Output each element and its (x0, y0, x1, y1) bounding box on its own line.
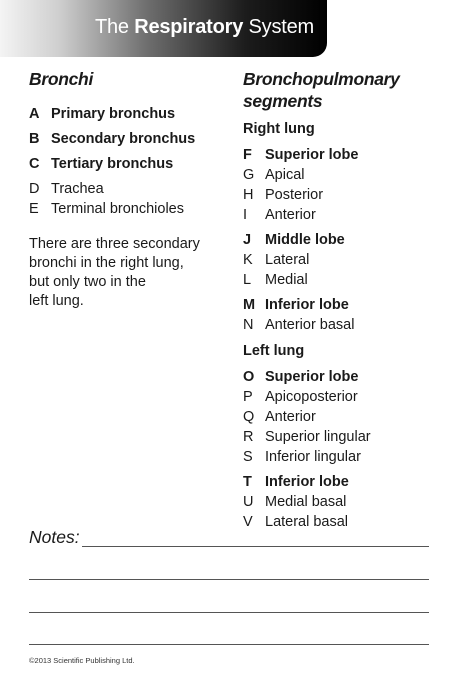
segments-section (243, 68, 443, 532)
note-line: left lung. (29, 293, 84, 309)
item-label: Terminal bronchioles (51, 201, 184, 217)
item-label: Secondary bronchus (51, 131, 196, 147)
item-letter: B (29, 131, 40, 147)
list-item (243, 145, 443, 165)
bronchi-heading: Bronchi (29, 69, 94, 89)
list-item (243, 407, 443, 427)
item-letter: A (29, 106, 40, 122)
list-item (243, 387, 443, 407)
notes-label: Notes: (29, 527, 80, 547)
item-label: Tertiary bronchus (51, 156, 174, 172)
list-item (243, 205, 443, 225)
item-letter: K (243, 252, 253, 268)
notes-line (29, 644, 429, 645)
item-letter: T (243, 474, 252, 490)
item-label: Superior lobe (265, 147, 359, 163)
list-item (243, 472, 443, 492)
list-item (243, 367, 443, 387)
list-item (243, 165, 443, 185)
item-label: Lateral basal (265, 514, 349, 530)
list-item (29, 199, 229, 219)
item-label: Inferior lobe (265, 474, 349, 490)
list-item (243, 295, 443, 315)
list-item (243, 512, 443, 532)
list-item (243, 492, 443, 512)
list-item (29, 179, 229, 199)
list-item (243, 447, 443, 467)
note-line: but only two in the (29, 274, 146, 290)
item-letter: R (243, 429, 254, 445)
segments-heading-line: segments (243, 91, 323, 111)
list-item (243, 315, 443, 335)
item-letter: Q (243, 409, 255, 425)
title-emphasis: Respiratory (134, 16, 244, 38)
list-item (243, 427, 443, 447)
note-line: There are three secondary (29, 236, 200, 252)
item-letter: C (29, 156, 40, 172)
bronchi-section (29, 68, 229, 311)
right-lung-heading: Right lung (243, 121, 315, 137)
item-letter: N (243, 317, 254, 333)
list-item (29, 154, 229, 174)
item-letter: H (243, 187, 254, 203)
list-item (243, 270, 443, 290)
item-label: Lateral (265, 252, 310, 268)
left-lung-heading: Left lung (243, 343, 305, 359)
item-letter: I (243, 207, 248, 223)
item-letter: M (243, 297, 256, 313)
list-item (243, 250, 443, 270)
item-label: Superior lobe (265, 369, 359, 385)
item-label: Inferior lobe (265, 297, 349, 313)
title-suffix: System (243, 16, 314, 38)
item-label: Medial basal (265, 494, 347, 510)
item-label: Superior lingular (265, 429, 371, 445)
item-letter: J (243, 232, 252, 248)
item-letter: F (243, 147, 252, 163)
item-label: Middle lobe (265, 232, 345, 248)
copyright-text: ©2013 Scientific Publishing Ltd. (29, 656, 135, 665)
item-letter: S (243, 449, 253, 465)
page-title (95, 16, 314, 39)
item-letter: O (243, 369, 255, 385)
list-item (29, 104, 229, 124)
notes-line (29, 579, 429, 580)
item-label: Anterior (265, 207, 316, 223)
item-letter: U (243, 494, 254, 510)
notes-line (82, 546, 429, 547)
item-letter: P (243, 389, 253, 405)
item-label: Anterior basal (265, 317, 355, 333)
notes-line (29, 612, 429, 613)
item-letter: V (243, 514, 253, 530)
item-letter: L (243, 272, 252, 288)
header-banner (0, 0, 327, 57)
item-label: Anterior (265, 409, 316, 425)
segments-heading (243, 68, 443, 112)
list-item (243, 230, 443, 250)
item-letter: G (243, 167, 255, 183)
item-label: Apical (265, 167, 305, 183)
segments-heading-line: Bronchopulmonary (243, 69, 400, 89)
item-letter: D (29, 181, 40, 197)
list-item (243, 185, 443, 205)
note-line: bronchi in the right lung, (29, 255, 184, 271)
item-label: Inferior lingular (265, 449, 361, 465)
item-label: Trachea (51, 181, 104, 197)
item-label: Posterior (265, 187, 324, 203)
title-prefix: The (94, 16, 135, 38)
item-label: Medial (265, 272, 308, 288)
item-label: Apicoposterior (265, 389, 358, 405)
list-item (29, 129, 229, 149)
item-letter: E (29, 201, 39, 217)
bronchi-note (29, 235, 229, 311)
item-label: Primary bronchus (51, 106, 176, 122)
